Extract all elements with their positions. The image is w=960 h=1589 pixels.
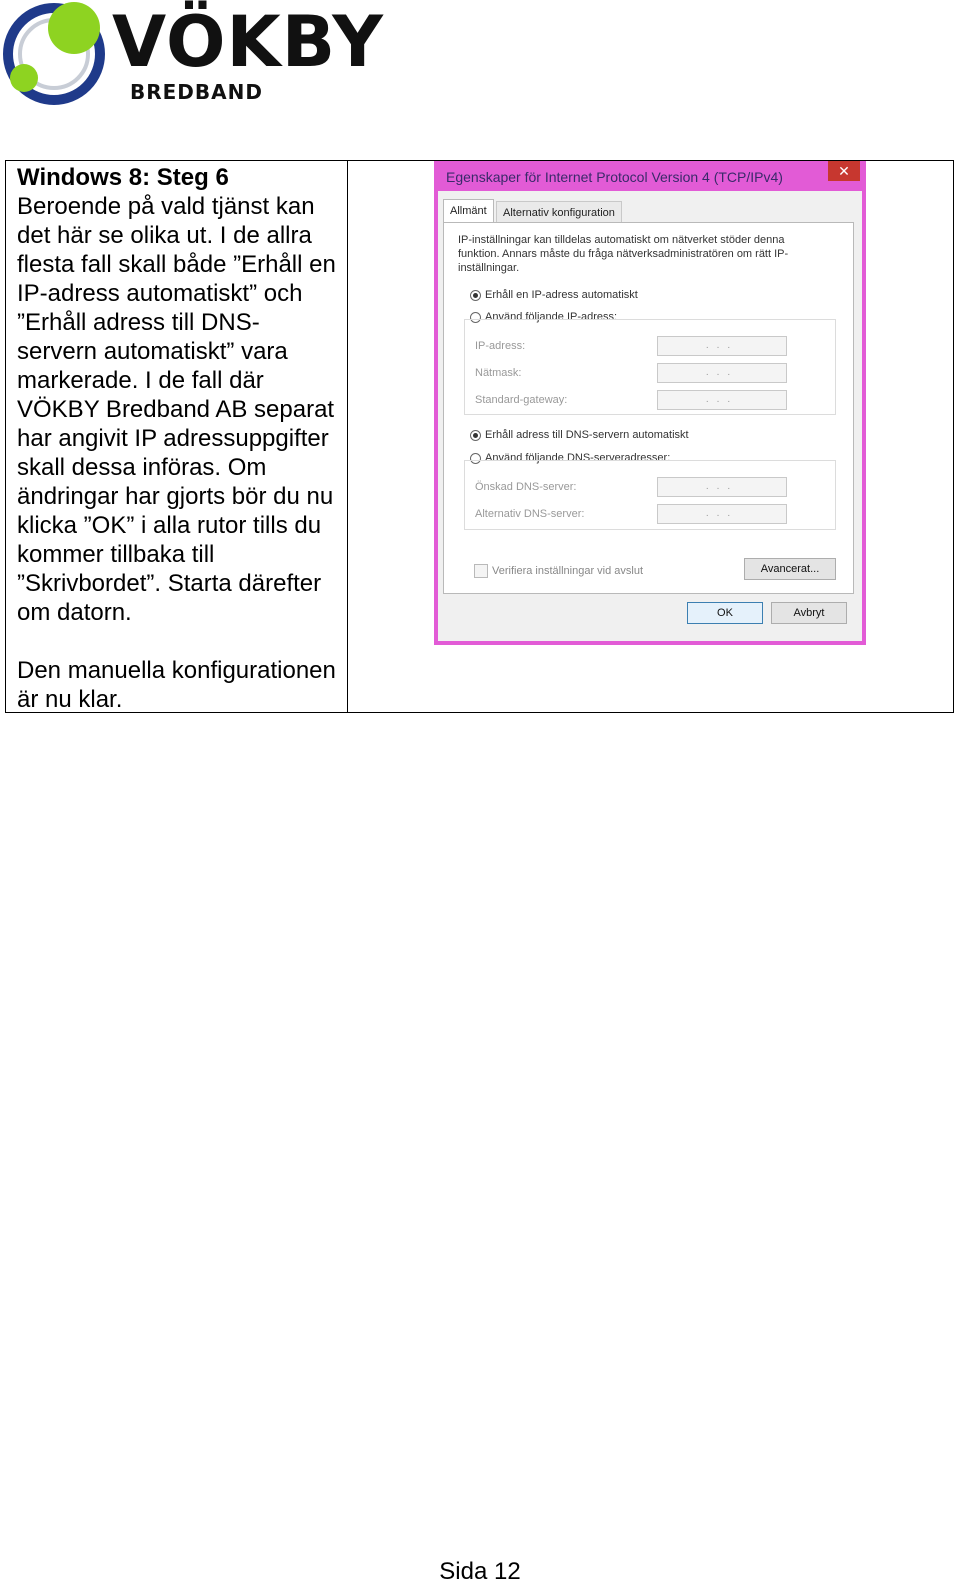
dns-alt-input[interactable]: ...: [657, 504, 787, 524]
dns-auto-option[interactable]: [470, 429, 689, 441]
dialog-description: IP-inställningar kan tilldelas automatiskt om nätverket stöder denna funktion. Annars måste du fråga nätverksadministratören om rätt IP-inställningar.: [458, 234, 789, 274]
radio-dns-auto[interactable]: [470, 430, 481, 441]
radio-ip-auto[interactable]: [470, 290, 481, 301]
ip-address-label: IP-adress:: [475, 340, 526, 352]
tab-alternative-config[interactable]: Alternativ konfiguration: [496, 201, 622, 223]
dns-alt-row: [475, 504, 805, 526]
ip-address-input[interactable]: ...: [657, 336, 787, 356]
gateway-row: [475, 390, 805, 412]
tab-general[interactable]: Allmänt: [443, 199, 494, 223]
verify-checkbox[interactable]: [474, 564, 488, 578]
ip-auto-option[interactable]: [470, 289, 638, 301]
gateway-label: Standard-gateway:: [475, 394, 568, 406]
instruction-text-cell: [17, 163, 339, 714]
dns-alt-label: Alternativ DNS-server:: [475, 508, 585, 520]
cancel-button[interactable]: Avbryt: [771, 602, 847, 624]
column-divider: [347, 161, 348, 712]
netmask-label: Nätmask:: [475, 367, 522, 379]
close-icon[interactable]: ✕: [828, 161, 860, 181]
dns-group: [464, 460, 836, 530]
ipv4-properties-dialog: [434, 161, 866, 645]
gateway-input[interactable]: ...: [657, 390, 787, 410]
dns-preferred-input[interactable]: ...: [657, 477, 787, 497]
step-title: Windows 8: Steg 6: [17, 164, 229, 191]
dns-manual-label: Använd följande DNS-serveradresser:: [485, 452, 671, 464]
logo-wordmark: VÖKBY: [112, 1, 384, 83]
general-panel: [443, 222, 854, 594]
vokby-logo: [0, 0, 440, 110]
ip-address-row: [475, 336, 805, 358]
step-paragraph-2: Den manuella konfigurationen är nu klar.: [17, 657, 336, 713]
ip-manual-label: Använd följande IP-adress:: [485, 311, 618, 323]
ok-button[interactable]: OK: [687, 602, 763, 624]
logo-globe-icon: [0, 0, 110, 108]
page-number: Sida 12: [439, 1558, 521, 1585]
ip-address-group: [464, 319, 836, 415]
dialog-title: Egenskaper för Internet Protocol Version 4 (TCP/IPv4): [446, 169, 783, 185]
netmask-input[interactable]: ...: [657, 363, 787, 383]
logo-subtitle: BREDBAND: [130, 80, 263, 104]
advanced-button[interactable]: Avancerat...: [744, 558, 836, 580]
step-paragraph-1: Beroende på vald tjänst kan det här se olika ut. I de allra flesta fall skall både ”Erhåll en IP-adress automatiskt” och ”Erhåll adress till DNS-servern automatiskt” vara markerade. I de fall där VÖKBY Bredband AB separat har angivit IP adressuppgifter skall dessa införas. Om ändringar har gjorts bör du nu klicka ”OK” i alla rutor tills du kommer tillbaka till ”Skrivbordet”. Starta därefter om datorn.: [17, 193, 336, 626]
verify-option[interactable]: [474, 564, 643, 578]
dialog-body: [438, 191, 862, 641]
dns-preferred-label: Önskad DNS-server:: [475, 481, 577, 493]
dns-preferred-row: [475, 477, 805, 499]
verify-label: Verifiera inställningar vid avslut: [492, 565, 644, 577]
netmask-row: [475, 363, 805, 385]
dns-auto-label: Erhåll adress till DNS-servern automatiskt: [485, 429, 689, 441]
ip-auto-label: Erhåll en IP-adress automatiskt: [485, 289, 638, 301]
